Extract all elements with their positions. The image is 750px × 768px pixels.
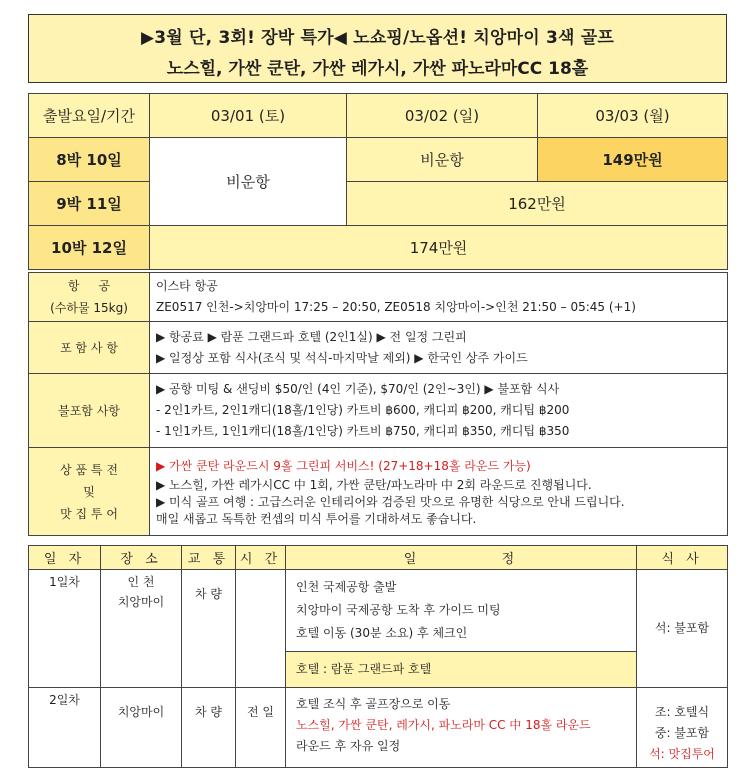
day2-meal-3: 석: 맛집투어 [649, 747, 715, 761]
header-time: 시 간 [236, 546, 286, 570]
day2-meal-1: 조: 호텔식 [654, 705, 710, 719]
excluded-info [150, 374, 728, 448]
day1-schedule-3: 호텔 이동 (30분 소요) 후 체크인 [296, 626, 468, 640]
day2-schedule-1: 호텔 조식 후 골프장으로 이동 [296, 697, 451, 711]
header-place: 장 소 [101, 546, 182, 570]
day2-schedule [286, 688, 637, 768]
price-9n11d: 162만원 [347, 182, 728, 226]
day1-place [101, 570, 182, 688]
special-info [150, 448, 728, 536]
flight-route: ZE0517 인천->치앙마이 17:25 – 20:50, ZE0518 치앙마이->인천 21:50 – 05:45 (+1) [156, 300, 636, 314]
airline-name: 이스타 항공 [156, 279, 218, 293]
duration-8n10d: 8박 10일 [29, 138, 150, 182]
title-line-1: ▶3월 단, 3회! 장박 특가◀ 노쇼핑/노옵션! 치앙마이 3색 골프 [141, 28, 614, 48]
day1-label: 1일차 [29, 570, 101, 688]
price-0303-8n: 149만원 [538, 138, 728, 182]
info-table [28, 272, 728, 536]
day1-schedule-2: 치앙마이 국제공항 도착 후 가이드 미팅 [296, 603, 501, 617]
excluded-label: 불포함 사항 [29, 374, 150, 448]
table-row [29, 570, 728, 688]
day1-place-1: 인 천 [127, 575, 155, 589]
day2-transport: 차 량 [182, 688, 236, 768]
day1-time [236, 570, 286, 688]
flight-label-baggage: (수하물 15kg) [50, 301, 128, 315]
day2-meal-2: 중: 불포함 [654, 726, 710, 740]
special-label-1: 상 품 특 전 [60, 462, 118, 477]
day1-place-2: 치앙마이 [117, 595, 165, 609]
day1-hotel: 호텔 : 람푼 그랜드파 호텔 [286, 651, 636, 687]
excluded-line-3: - 1인1카트, 1인1캐디(18홀/1인당) 카트비 ฿750, 캐디피 ฿350, 캐디팁 ฿350 [156, 424, 570, 438]
table-row [29, 688, 728, 768]
day1-schedule-1: 인천 국제공항 출발 [296, 580, 397, 594]
day2-meal [637, 688, 728, 768]
header-schedule: 일 정 [286, 546, 637, 570]
price-0302-8n: 비운항 [347, 138, 538, 182]
day1-transport: 차 량 [182, 570, 236, 688]
excluded-line-1: ▶ 공항 미팅 & 샌딩비 $50/인 (4인 기준), $70/인 (2인~3인) ▶ 불포함 식사 [156, 382, 560, 396]
flight-label-title: 항 공 [67, 279, 111, 293]
included-label: 포 함 사 항 [29, 322, 150, 374]
price-0301-8-9: 비운항 [150, 138, 347, 226]
special-label [29, 448, 150, 536]
included-line-1: ▶ 항공료 ▶ 람푼 그랜드파 호텔 (2인1실) ▶ 전 일정 그린피 [156, 329, 467, 344]
day1-meal: 석: 불포함 [637, 570, 728, 688]
special-line-4: 매일 새롭고 독특한 컨셉의 미식 투어를 기대하셔도 좋습니다. [156, 511, 477, 526]
day2-label: 2일차 [29, 688, 101, 768]
special-line-1: ▶ 가싼 쿤탄 라운드시 9홀 그린피 서비스! (27+18+18홀 라운드 가능) [156, 458, 531, 473]
duration-10n12d: 10박 12일 [29, 226, 150, 270]
date-0301: 03/01 (토) [150, 94, 347, 138]
price-10n12d: 174만원 [150, 226, 728, 270]
title-banner [28, 14, 727, 83]
day1-schedule [286, 570, 637, 688]
date-0303: 03/03 (월) [538, 94, 728, 138]
special-label-2: 및 [83, 484, 95, 499]
included-info [150, 322, 728, 374]
day2-schedule-3: 라운드 후 자유 일정 [296, 739, 401, 753]
special-line-2: ▶ 노스힐, 가싼 레가시CC 中 1회, 가싼 쿤탄/파노라마 中 2회 라운드로 진행됩니다. [156, 477, 592, 492]
header-transport: 교 통 [182, 546, 236, 570]
date-0302: 03/02 (일) [347, 94, 538, 138]
day2-schedule-2: 노스힐, 가싼 쿤탄, 레가시, 파노라마 CC 中 18홀 라운드 [296, 718, 591, 732]
itinerary-table [28, 545, 728, 768]
excluded-line-2: - 2인1카트, 2인1캐디(18홀/1인당) 카트비 ฿600, 캐디피 ฿200, 캐디팁 ฿200 [156, 403, 570, 417]
special-label-3: 맛 집 투 어 [60, 506, 118, 521]
header-day: 일 자 [29, 546, 101, 570]
price-table [28, 93, 728, 270]
duration-9n11d: 9박 11일 [29, 182, 150, 226]
price-header-label: 출발요일/기간 [29, 94, 150, 138]
day2-time: 전 일 [236, 688, 286, 768]
included-line-2: ▶ 일정상 포함 식사(조식 및 석식-마지막날 제외) ▶ 한국인 상주 가이드 [156, 350, 528, 365]
title-line-2: 노스힐, 가싼 쿤탄, 가싼 레가시, 가싼 파노라마CC 18홀 [166, 59, 589, 79]
flight-info [150, 273, 728, 322]
flight-label [29, 273, 150, 322]
header-meal: 식 사 [637, 546, 728, 570]
special-line-3: ▶ 미식 골프 여행 : 고급스러운 인테리어와 검증된 맛으로 유명한 식당으로 안내 드립니다. [156, 494, 625, 509]
day2-place: 치앙마이 [101, 688, 182, 768]
